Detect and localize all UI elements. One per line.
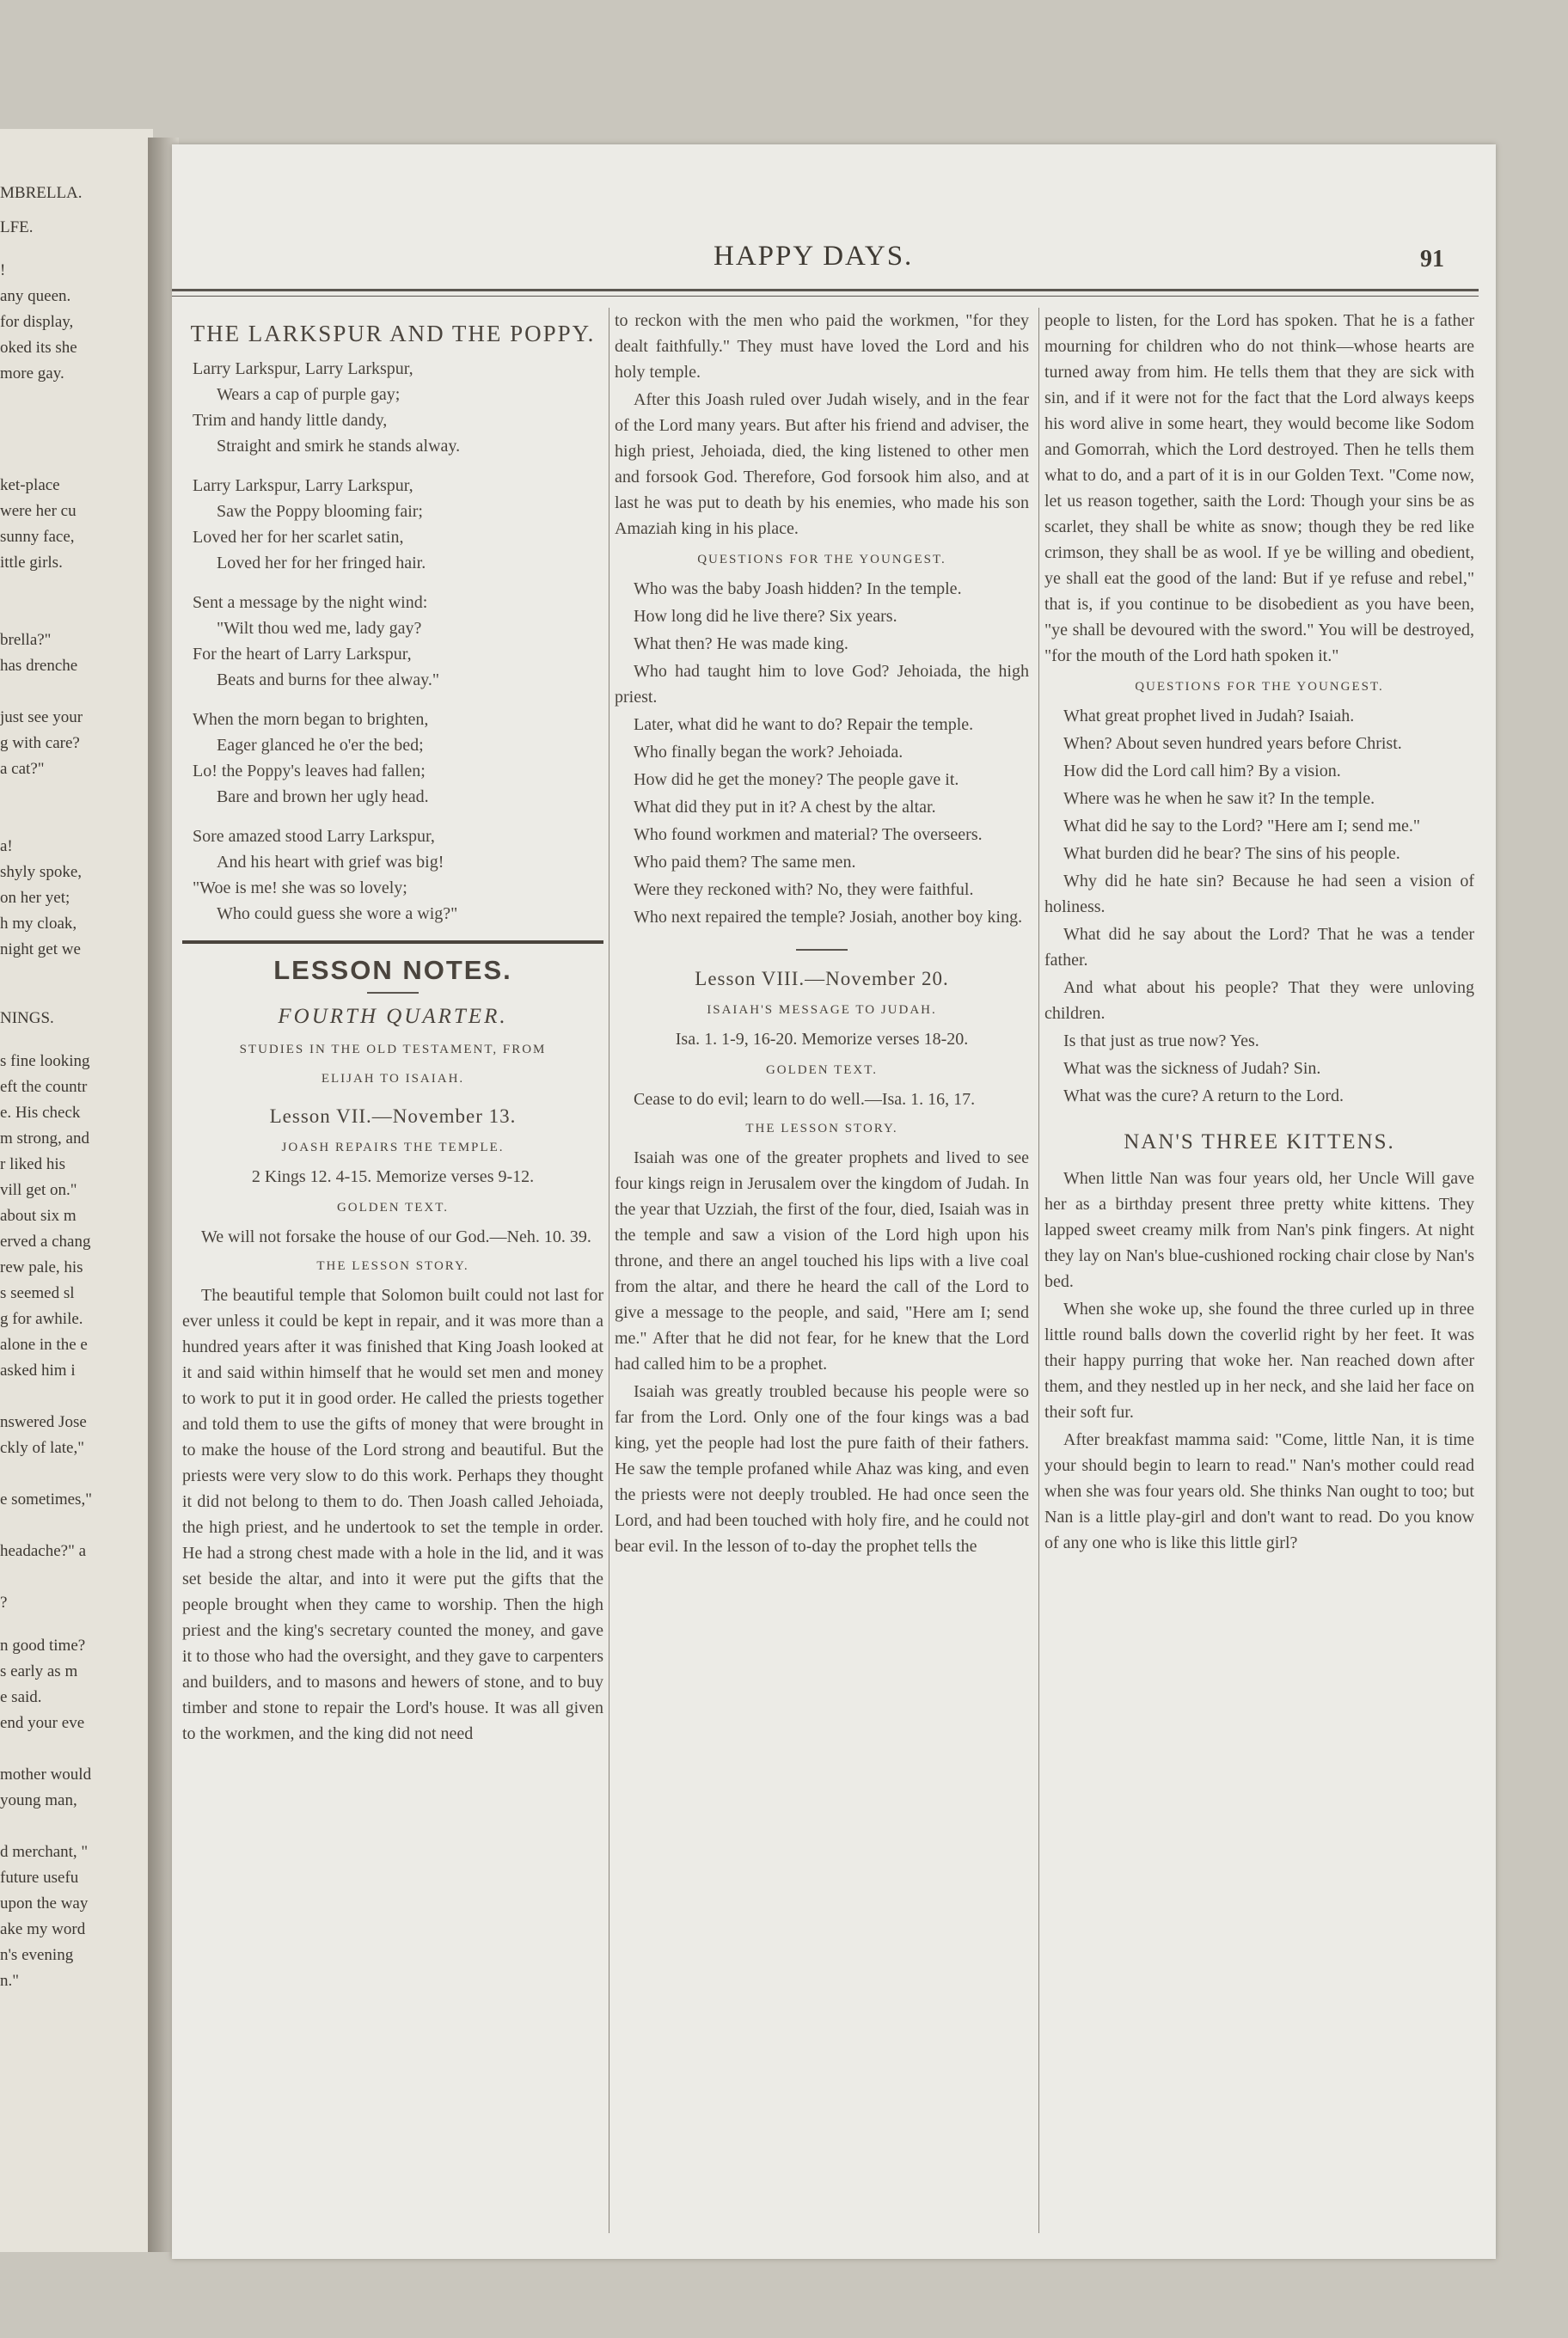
questions-label: QUESTIONS FOR THE YOUNGEST. [1135,680,1384,694]
left-page-line: a cat?" [0,760,45,778]
question-line: What was the cure? A return to the Lord. [1063,1086,1344,1105]
question-line: Why did he hate sin? Because he had seen a vision of holiness. [1044,872,1474,916]
left-page-fragment [0,129,153,2252]
studies-line: STUDIES IN THE OLD TESTAMENT, FROM [239,1043,547,1056]
lesson-8-story-3: people to listen, for the Lord has spoken. That he is a father mourning for children who do not think—whose hearts are turned away from him. He tells them that they are sick with sin, and if it were not for the fact that the Lord always keeps his word alive in some heart, they would become like Sodom and Gomorrah, which the Lord destroyed. Then he tells them what to do, and a part of it is in our Golden Text. "Come now, let us reason together, saith the Lord: Though your sins be as scarlet, they shall be white as snow; though they be red like crimson, they shall be as wool. If ye be willing and obedient, ye shall eat the good of the land: But if ye refuse and rebel," that is, if you continue to be disobedient as you have been, "ye shall be devoured with the sword." You will be destroyed, "for the mouth of the Lord hath spoken it." [1044,311,1474,665]
column-2 [609,308,1029,2233]
question-line: Who had taught him to love God? Jehoiada, the high priest. [615,662,1029,707]
page-number: 91 [1420,246,1444,272]
left-page-line: eft the countr [0,1078,88,1096]
lesson-8-questions [1044,703,1474,1109]
left-page-line: n's evening [0,1946,74,1964]
question-line: What then? He was made king. [634,634,848,653]
left-page-line: any queen. [0,287,71,305]
poem-stanza [193,707,603,810]
question-line: What did he say to the Lord? "Here am I; send me." [1063,817,1421,835]
left-page-line: ! [0,261,6,279]
left-page-line: g with care? [0,734,80,752]
left-page-line: mother would [0,1766,92,1784]
column-3 [1038,308,1474,2233]
poem-line: Saw the Poppy blooming fair; [217,502,423,521]
questions-label: QUESTIONS FOR THE YOUNGEST. [697,553,946,566]
poem-line: Beats and burns for thee alway." [217,670,440,689]
left-page-line: e said. [0,1688,42,1706]
left-page-line: headache?" a [0,1542,87,1560]
left-page-line: shyly spoke, [0,863,82,881]
golden-text: We will not forsake the house of our God.—Neh. 10. 39. [201,1227,591,1246]
poem-line: Who could guess she wore a wig?" [217,904,458,923]
poem-line: Lo! the Poppy's leaves had fallen; [193,762,426,780]
left-page-line: n good time? [0,1637,86,1655]
question-line: What did they put in it? A chest by the altar. [634,798,936,817]
left-page-line: night get we [0,940,81,958]
poem-line: Sore amazed stood Larry Larkspur, [193,827,435,846]
poem-line: Larry Larkspur, Larry Larkspur, [193,359,413,378]
lesson-7-heading: Lesson VII.—November 13. [269,1105,517,1127]
lesson-8-story-1: Isaiah was one of the greater prophets and lived to see four kings reign in Jerusalem over the kingdom of Judah. In the year that Uzziah, the first of the four, died, Isaiah was in the temple and saw a vision of the Lord high upon his throne, and there an angel touched his lips with a live coal from the altar, and there he heard the call of the Lord to give a message to the people, and said, "Here am I; send me." After that he did not fear, for he knew that the Lord had called him to be a prophet. [615,1148,1029,1374]
lesson-8-reference: Isa. 1. 1-9, 16-20. Memorize verses 18-20. [675,1030,969,1049]
golden-text: Cease to do evil; learn to do well.—Isa. 1. 16, 17. [634,1090,976,1109]
kittens-title: NAN'S THREE KITTENS. [1124,1130,1395,1154]
poem-title: THE LARKSPUR AND THE POPPY. [190,321,596,346]
left-page-line: nswered Jose [0,1413,87,1431]
lesson-8-subtitle: ISAIAH'S MESSAGE TO JUDAH. [707,1003,937,1017]
lesson-7-story-3: After this Joash ruled over Judah wisely, and in the fear of the Lord many years. But after his friend and adviser, the high priest, Jehoiada, died, the king listened to other men and forsook God. Therefore, God forsook him also, and at last he was put to death by his enemies, who made his son Amaziah king in his place. [615,390,1029,538]
left-page-line: on her yet; [0,889,70,907]
lesson-7-story-1: The beautiful temple that Solomon built could not last for ever unless it could be kept in repair, and it was more than a hundred years after it was finished that King Joash looked at it and said within himself that he would set men and money to work to put it in good order. He called the priests together and told them to use the gifts of money that were brought in to make the house of the Lord strong and beautiful. But the priests were very slow to do this work. Perhaps they thought it did not belong to them to do. Then Joash called Jehoiada, the high priest, and he undertook to set the temple in order. He had a strong chest made with a hole in the lid, and it was set beside the altar, and into it were put the gifts that the people brought when they came to worship. Then the high priest and the king's secretary counted the money, and gave it to those who had the oversight, and they gave to carpenters and builders, and to masons and hewers of stone, and to buy timber and stone to repair the Lord's house. It was all given to the workmen, and the king did not need [182,1286,603,1743]
poem-line: Straight and smirk he stands alway. [217,437,461,456]
header-rule [172,289,1479,291]
poem-line: "Wilt thou wed me, lady gay? [217,619,422,638]
left-page-line: ? [0,1594,8,1612]
left-page-line: d merchant, " [0,1843,89,1861]
question-line: What did he say about the Lord? That he was a tender father. [1044,925,1474,970]
running-title: HAPPY DAYS. [714,241,914,272]
poem-line: Larry Larkspur, Larry Larkspur, [193,476,413,495]
question-line: When? About seven hundred years before Christ. [1063,734,1402,753]
left-page-line: s fine looking [0,1052,90,1070]
left-page-line: ake my word [0,1920,86,1938]
poem-line: Wears a cap of purple gay; [217,385,401,404]
question-line: Who next repaired the temple? Josiah, another boy king. [634,908,1023,927]
question-line: Later, what did he want to do? Repair the temple. [634,715,974,734]
golden-text-label: GOLDEN TEXT. [336,1201,450,1215]
lesson-8-story-2: Isaiah was greatly troubled because his people were so far from the Lord. Only one of the four kings was a bad king, yet the people had lost the pure faith of their fathers. He saw the temple profaned while Ahaz was king, and even the priests were not deeply troubled. He had once seen the Lord, and had been touched with holy fire, and he could not bear evil. In the lesson of to-day the prophet tells the [615,1382,1029,1556]
poem-line: Bare and brown her ugly head. [217,787,429,806]
question-line: How did the Lord call him? By a vision. [1063,762,1341,780]
question-line: And what about his people? That they were unloving children. [1044,978,1474,1023]
poem-line: For the heart of Larry Larkspur, [193,645,412,664]
question-line: Is that just as true now? Yes. [1063,1031,1259,1050]
golden-text-label: GOLDEN TEXT. [765,1063,879,1077]
poem-stanza [193,823,603,927]
left-page-line: about six m [0,1207,77,1225]
question-line: Who finally began the work? Jehoiada. [634,743,903,762]
lesson-7-reference: 2 Kings 12. 4-15. Memorize verses 9-12. [251,1167,535,1186]
poem-line: When the morn began to brighten, [193,710,429,729]
poem-line: And his heart with grief was big! [217,853,444,872]
poem-stanza [193,356,603,459]
left-page-line: just see your [0,708,83,726]
lesson-7-questions [615,576,1029,930]
left-page-line: end your eve [0,1714,85,1732]
left-page-line: g for awhile. [0,1310,83,1328]
poem-line: Loved her for her scarlet satin, [193,528,404,547]
question-line: Where was he when he saw it? In the temple. [1063,789,1375,808]
left-page-line: ket-place [0,476,60,494]
left-page-line: rew pale, his [0,1258,83,1276]
poem-line: Sent a message by the night wind: [193,593,428,612]
lesson-story-label: THE LESSON STORY. [745,1122,898,1135]
kittens-paragraph-2: When she woke up, she found the three curled up in three little round balls down the coverlid right by her feet. It was their happy purring that woke her. Nan reached down after them, and they nestled up in her neck, and she laid her face on their soft fur. [1044,1300,1474,1422]
left-page-line: s seemed sl [0,1284,75,1302]
question-line: Who found workmen and material? The overseers. [634,825,983,844]
quarter-title: FOURTH QUARTER. [278,1005,508,1028]
left-page-line: NINGS. [0,1009,54,1027]
left-page-line: m strong, and [0,1129,89,1148]
left-page-line: LFE. [0,218,34,236]
question-line: Were they reckoned with? No, they were faithful. [634,880,974,899]
poem-stanza [193,473,603,576]
short-rule [796,949,848,951]
lesson-7-subtitle: JOASH REPAIRS THE TEMPLE. [281,1141,505,1154]
left-page-line: young man, [0,1791,77,1809]
left-page-line: e. His check [0,1104,81,1122]
lesson-notes-title: LESSON NOTES. [273,955,512,985]
left-page-line: for display, [0,313,74,331]
left-page-line: were her cu [0,502,77,520]
left-page-line: n." [0,1972,20,1990]
kittens-paragraph-3: After breakfast mamma said: "Come, little Nan, it is time your should begin to learn to read." Nan's mother could read when she was four years old. She thinks Nan ought to too; but Nan is a little play-girl and don't want to read. Do you know of any one who is like this little girl? [1044,1430,1474,1552]
left-page-line: r liked his [0,1155,65,1173]
poem-line: Loved her for her fringed hair. [217,554,426,572]
left-page-line: e sometimes," [0,1490,92,1509]
left-page-line: future usefu [0,1869,79,1887]
section-rule [182,940,603,944]
question-line: How did he get the money? The people gave it. [634,770,959,789]
poem-line: Eager glanced he o'er the bed; [217,736,424,755]
left-page-line: more gay. [0,364,64,383]
left-page-line: has drenche [0,657,78,675]
studies-line-2: ELIJAH TO ISAIAH. [321,1072,465,1086]
poem-body [182,356,603,927]
question-line: What was the sickness of Judah? Sin. [1063,1059,1321,1078]
lesson-story-label: THE LESSON STORY. [316,1259,469,1273]
column-1 [182,308,603,2233]
poem-line: Trim and handy little dandy, [193,411,388,430]
page-header [172,241,1496,284]
left-page-line: vill get on." [0,1181,77,1199]
left-page-line: erved a chang [0,1233,91,1251]
header-rule-thin [172,296,1479,297]
question-line: What burden did he bear? The sins of his people. [1063,844,1400,863]
left-page-line: a! [0,837,13,855]
left-page-line: alone in the e [0,1336,88,1354]
left-page-line: s early as m [0,1662,78,1680]
left-page-line: oked its she [0,339,77,357]
question-line: Who was the baby Joash hidden? In the temple. [634,579,962,598]
left-page-line: sunny face, [0,528,75,546]
poem-line: "Woe is me! she was so lovely; [193,878,407,897]
kittens-paragraph-1: When little Nan was four years old, her Uncle Will gave her as a birthday present three pretty white kittens. They lapped sweet creamy milk from Nan's pink fingers. At night they lay on Nan's blue-cushioned rocking chair close by Nan's bed. [1044,1169,1474,1291]
short-rule [367,992,419,994]
left-page-line: h my cloak, [0,915,77,933]
left-page-line: ckly of late," [0,1439,84,1457]
lesson-8-heading: Lesson VIII.—November 20. [695,968,949,989]
question-line: What great prophet lived in Judah? Isaiah. [1063,707,1355,725]
lesson-7-story-2: to reckon with the men who paid the workmen, "for they dealt faithfully." They must have loved the Lord and his holy temple. [615,311,1029,382]
left-page-line: brella?" [0,631,52,649]
question-line: How long did he live there? Six years. [634,607,897,626]
question-line: Who paid them? The same men. [634,853,856,872]
page [172,144,1496,2259]
poem-stanza [193,590,603,693]
left-page-line: upon the way [0,1894,89,1913]
left-page-line: MBRELLA. [0,184,83,202]
left-page-line: asked him i [0,1362,76,1380]
left-page-line: ittle girls. [0,554,63,572]
